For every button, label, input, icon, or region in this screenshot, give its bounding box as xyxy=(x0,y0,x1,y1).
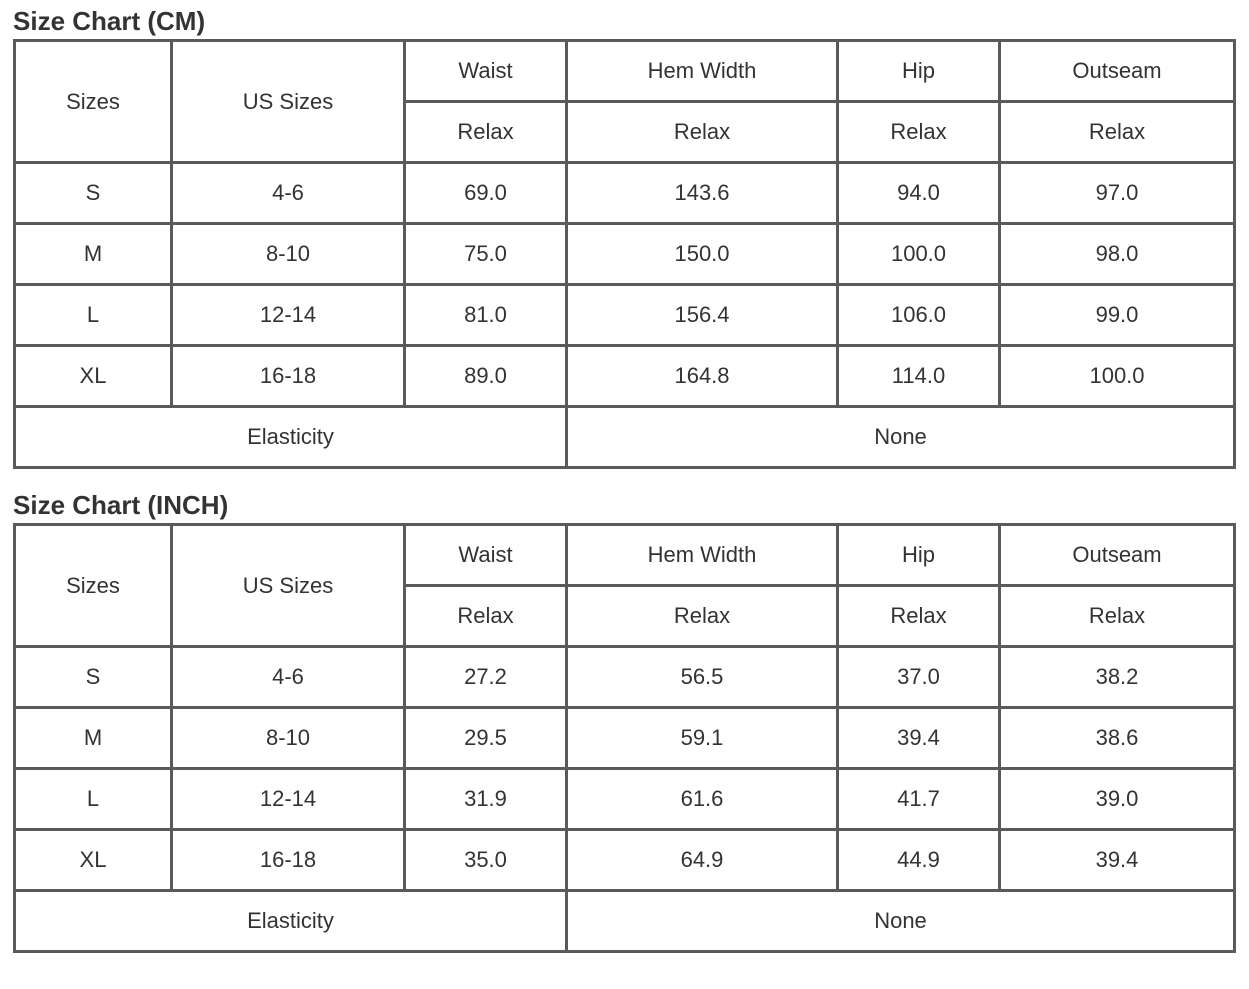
size-cell: L xyxy=(15,769,172,830)
outseam-cell: 39.0 xyxy=(1000,769,1235,830)
elasticity-value: None xyxy=(567,891,1235,952)
waist-cell: 81.0 xyxy=(405,285,567,346)
us-size-cell: 4-6 xyxy=(172,647,405,708)
hem-width-subheader: Relax xyxy=(567,586,838,647)
us-size-cell: 8-10 xyxy=(172,708,405,769)
hip-header: Hip xyxy=(838,41,1000,102)
outseam-subheader: Relax xyxy=(1000,102,1235,163)
table-row xyxy=(15,346,1235,407)
us-size-cell: 12-14 xyxy=(172,769,405,830)
header-row xyxy=(15,41,1235,102)
outseam-subheader: Relax xyxy=(1000,586,1235,647)
hem-width-cell: 164.8 xyxy=(567,346,838,407)
waist-cell: 29.5 xyxy=(405,708,567,769)
hip-cell: 39.4 xyxy=(838,708,1000,769)
hem-width-header: Hem Width xyxy=(567,41,838,102)
size-cell: XL xyxy=(15,346,172,407)
hem-width-cell: 156.4 xyxy=(567,285,838,346)
table-row xyxy=(15,224,1235,285)
hem-width-subheader: Relax xyxy=(567,102,838,163)
outseam-header: Outseam xyxy=(1000,525,1235,586)
hem-width-cell: 56.5 xyxy=(567,647,838,708)
size-chart-inch-title: Size Chart (INCH) xyxy=(13,490,229,520)
waist-header: Waist xyxy=(405,525,567,586)
size-cell: M xyxy=(15,224,172,285)
size-cell: L xyxy=(15,285,172,346)
hip-cell: 106.0 xyxy=(838,285,1000,346)
hem-width-cell: 59.1 xyxy=(567,708,838,769)
outseam-cell: 38.6 xyxy=(1000,708,1235,769)
size-cell: XL xyxy=(15,830,172,891)
elasticity-value: None xyxy=(567,407,1235,468)
hem-width-cell: 143.6 xyxy=(567,163,838,224)
hem-width-cell: 61.6 xyxy=(567,769,838,830)
waist-cell: 69.0 xyxy=(405,163,567,224)
size-cell: M xyxy=(15,708,172,769)
hip-subheader: Relax xyxy=(838,586,1000,647)
table-row xyxy=(15,285,1235,346)
table-row xyxy=(15,163,1235,224)
hem-width-header: Hem Width xyxy=(567,525,838,586)
hip-header: Hip xyxy=(838,525,1000,586)
hip-cell: 114.0 xyxy=(838,346,1000,407)
outseam-cell: 38.2 xyxy=(1000,647,1235,708)
elasticity-label: Elasticity xyxy=(15,891,567,952)
outseam-cell: 100.0 xyxy=(1000,346,1235,407)
waist-cell: 31.9 xyxy=(405,769,567,830)
outseam-cell: 99.0 xyxy=(1000,285,1235,346)
table-row xyxy=(15,708,1235,769)
us-size-cell: 12-14 xyxy=(172,285,405,346)
hip-cell: 100.0 xyxy=(838,224,1000,285)
waist-cell: 75.0 xyxy=(405,224,567,285)
hip-cell: 41.7 xyxy=(838,769,1000,830)
elasticity-row xyxy=(15,407,1235,468)
sizes-header: Sizes xyxy=(15,41,172,163)
header-row xyxy=(15,525,1235,586)
size-chart-cm-table xyxy=(13,39,1236,469)
hip-cell: 44.9 xyxy=(838,830,1000,891)
size-cell: S xyxy=(15,647,172,708)
us-size-cell: 8-10 xyxy=(172,224,405,285)
size-chart-cm-title: Size Chart (CM) xyxy=(13,6,206,36)
elasticity-row xyxy=(15,891,1235,952)
waist-header: Waist xyxy=(405,41,567,102)
outseam-cell: 39.4 xyxy=(1000,830,1235,891)
hip-cell: 94.0 xyxy=(838,163,1000,224)
waist-subheader: Relax xyxy=(405,102,567,163)
outseam-cell: 97.0 xyxy=(1000,163,1235,224)
hem-width-cell: 150.0 xyxy=(567,224,838,285)
outseam-header: Outseam xyxy=(1000,41,1235,102)
hem-width-cell: 64.9 xyxy=(567,830,838,891)
waist-subheader: Relax xyxy=(405,586,567,647)
us-size-cell: 16-18 xyxy=(172,346,405,407)
elasticity-label: Elasticity xyxy=(15,407,567,468)
table-row xyxy=(15,647,1235,708)
waist-cell: 89.0 xyxy=(405,346,567,407)
size-cell: S xyxy=(15,163,172,224)
table-row xyxy=(15,830,1235,891)
table-row xyxy=(15,769,1235,830)
us-size-cell: 16-18 xyxy=(172,830,405,891)
us-sizes-header: US Sizes xyxy=(172,41,405,163)
outseam-cell: 98.0 xyxy=(1000,224,1235,285)
sizes-header: Sizes xyxy=(15,525,172,647)
hip-subheader: Relax xyxy=(838,102,1000,163)
us-size-cell: 4-6 xyxy=(172,163,405,224)
size-chart-inch-table xyxy=(13,523,1236,953)
waist-cell: 27.2 xyxy=(405,647,567,708)
waist-cell: 35.0 xyxy=(405,830,567,891)
hip-cell: 37.0 xyxy=(838,647,1000,708)
us-sizes-header: US Sizes xyxy=(172,525,405,647)
